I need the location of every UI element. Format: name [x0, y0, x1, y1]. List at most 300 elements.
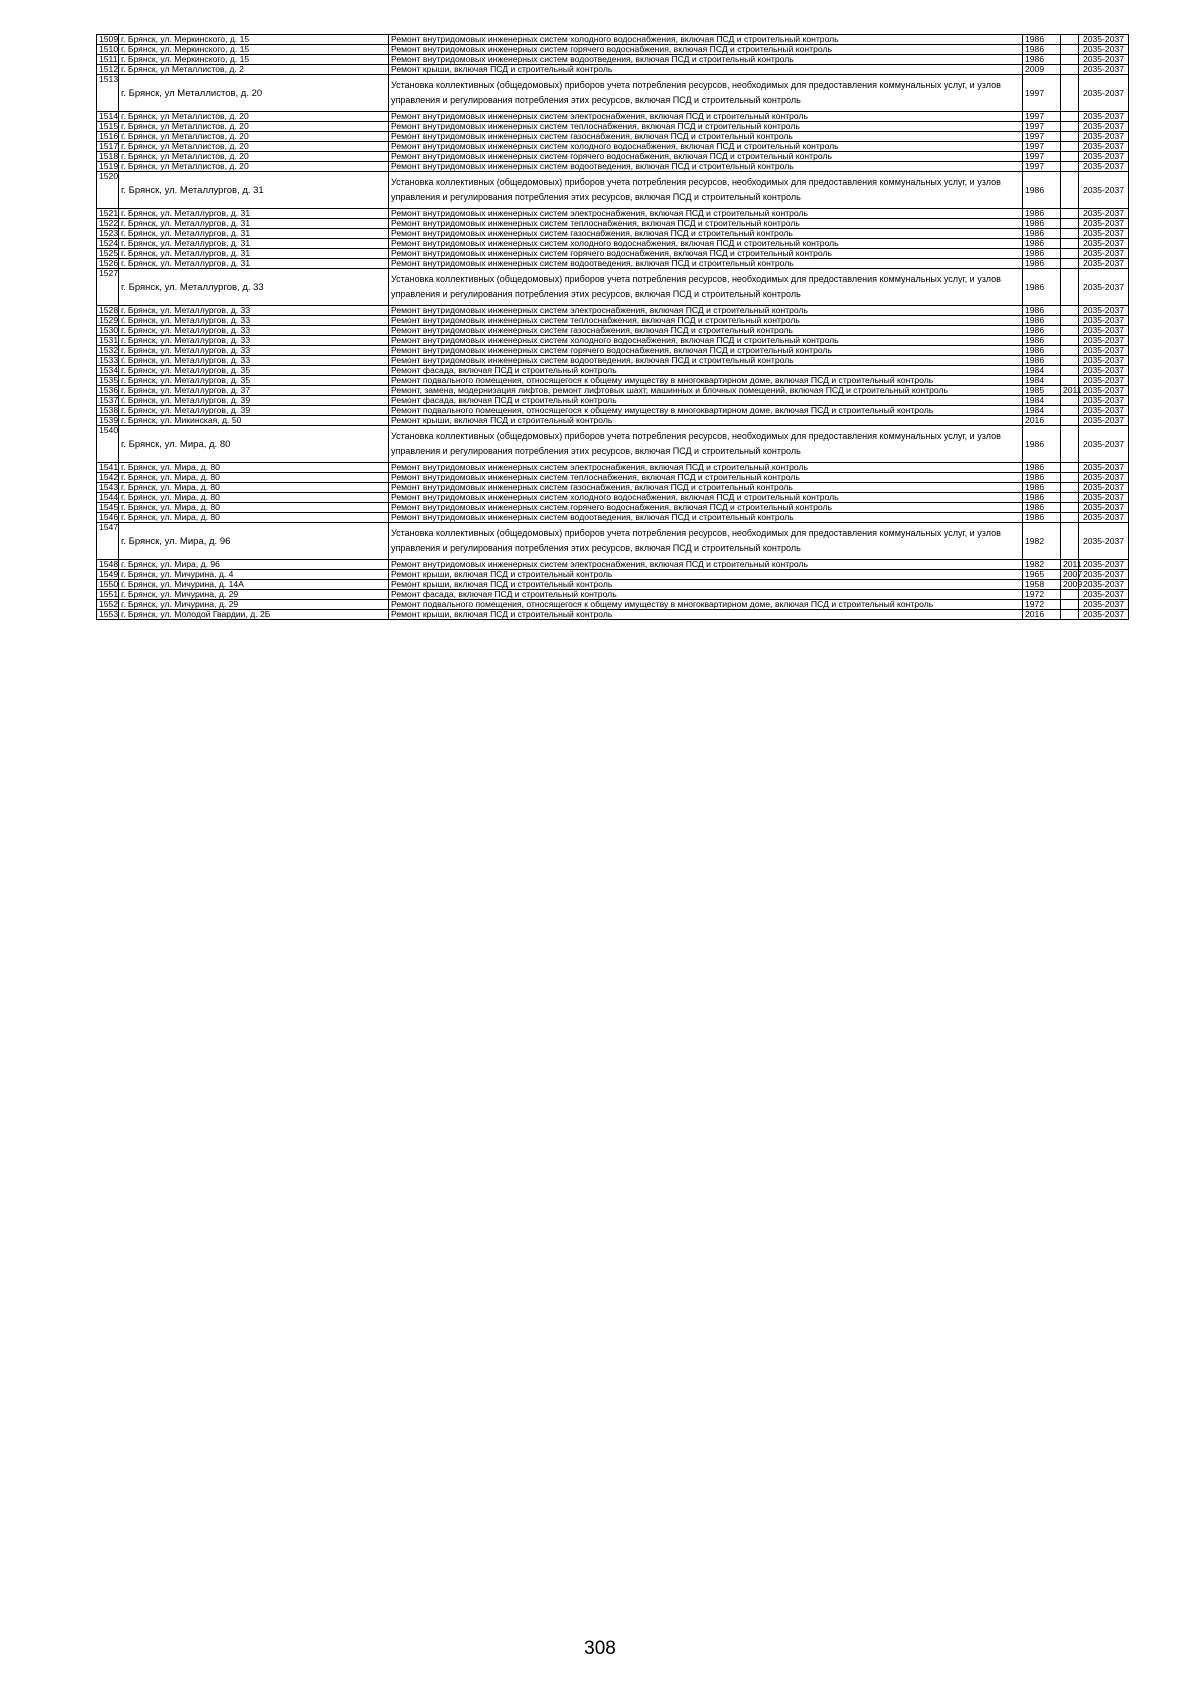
table-row — [97, 426, 1153, 463]
table-row — [97, 162, 1153, 172]
address-cell: г. Брянск, ул. Металлургов, д. 33 — [119, 336, 389, 346]
work-type-cell: Ремонт внутридомовых инженерных систем газоснабжения, включая ПСД и строительный контроль — [389, 326, 1023, 336]
planned-period-cell: 2035-2037 — [1079, 493, 1129, 503]
planned-period-cell: 2035-2037 — [1079, 209, 1129, 219]
last-repair-year-cell — [1061, 396, 1079, 406]
planned-period-cell: 2035-2037 — [1079, 326, 1129, 336]
row-number: 1525 — [97, 249, 119, 259]
work-type-cell: Установка коллективных (общедомовых) приборов учета потребления ресурсов, необходимых для предоставления коммунальных услуг, и узлов управления и регулирования потребления этих ресурсов, включая ПСД и строительный контроль — [389, 523, 1023, 560]
last-repair-year-cell — [1061, 229, 1079, 239]
build-year-cell: 1986 — [1023, 219, 1061, 229]
blank-cell — [1129, 55, 1153, 65]
row-number: 1539 — [97, 416, 119, 426]
address-cell: г. Брянск, ул Металлистов, д. 20 — [119, 142, 389, 152]
blank-cell — [1129, 249, 1153, 259]
work-type-cell: Ремонт внутридомовых инженерных систем теплоснабжения, включая ПСД и строительный контроль — [389, 473, 1023, 483]
build-year-cell: 1986 — [1023, 35, 1061, 45]
planned-period-cell: 2035-2037 — [1079, 259, 1129, 269]
last-repair-year-cell — [1061, 269, 1079, 306]
work-type-cell: Ремонт внутридомовых инженерных систем электроснабжения, включая ПСД и строительный контроль — [389, 209, 1023, 219]
address-cell: г. Брянск, ул. Молодой Гвардии, д. 2Б — [119, 610, 389, 620]
row-number: 1529 — [97, 316, 119, 326]
last-repair-year-cell — [1061, 590, 1079, 600]
row-number: 1548 — [97, 560, 119, 570]
planned-period-cell: 2035-2037 — [1079, 580, 1129, 590]
build-year-cell: 1986 — [1023, 249, 1061, 259]
work-type-cell: Установка коллективных (общедомовых) приборов учета потребления ресурсов, необходимых для предоставления коммунальных услуг, и узлов управления и регулирования потребления этих ресурсов, включая ПСД и строительный контроль — [389, 269, 1023, 306]
row-number: 1535 — [97, 376, 119, 386]
address-cell: г. Брянск, ул. Мира, д. 80 — [119, 483, 389, 493]
work-type-cell: Ремонт внутридомовых инженерных систем холодного водоснабжения, включая ПСД и строительный контроль — [389, 35, 1023, 45]
planned-period-cell: 2035-2037 — [1079, 416, 1129, 426]
planned-period-cell: 2035-2037 — [1079, 132, 1129, 142]
address-cell: г. Брянск, ул. Мичурина, д. 4 — [119, 570, 389, 580]
build-year-cell: 1984 — [1023, 396, 1061, 406]
planned-period-cell: 2035-2037 — [1079, 356, 1129, 366]
address-cell: г. Брянск, ул. Мира, д. 80 — [119, 503, 389, 513]
blank-cell — [1129, 503, 1153, 513]
table-row — [97, 346, 1153, 356]
last-repair-year-cell — [1061, 172, 1079, 209]
address-cell: г. Брянск, ул. Мира, д. 80 — [119, 426, 389, 463]
blank-cell — [1129, 162, 1153, 172]
blank-cell — [1129, 386, 1153, 396]
row-number: 1553 — [97, 610, 119, 620]
row-number: 1526 — [97, 259, 119, 269]
row-number: 1523 — [97, 229, 119, 239]
work-type-cell: Установка коллективных (общедомовых) приборов учета потребления ресурсов, необходимых для предоставления коммунальных услуг, и узлов управления и регулирования потребления этих ресурсов, включая ПСД и строительный контроль — [389, 172, 1023, 209]
address-cell: г. Брянск, ул. Мира, д. 96 — [119, 523, 389, 560]
planned-period-cell: 2035-2037 — [1079, 396, 1129, 406]
table-row — [97, 269, 1153, 306]
address-cell: г. Брянск, ул Металлистов, д. 20 — [119, 112, 389, 122]
table-row — [97, 560, 1153, 570]
register-table-container — [96, 34, 1152, 620]
row-number: 1516 — [97, 132, 119, 142]
work-type-cell: Ремонт крыши, включая ПСД и строительный контроль — [389, 610, 1023, 620]
work-type-cell: Ремонт внутридомовых инженерных систем электроснабжения, включая ПСД и строительный контроль — [389, 463, 1023, 473]
work-type-cell: Ремонт внутридомовых инженерных систем электроснабжения, включая ПСД и строительный контроль — [389, 306, 1023, 316]
table-row — [97, 172, 1153, 209]
row-number: 1538 — [97, 406, 119, 416]
last-repair-year-cell — [1061, 406, 1079, 416]
table-row — [97, 600, 1153, 610]
blank-cell — [1129, 239, 1153, 249]
table-row — [97, 386, 1153, 396]
planned-period-cell: 2035-2037 — [1079, 162, 1129, 172]
build-year-cell: 1986 — [1023, 172, 1061, 209]
row-number: 1511 — [97, 55, 119, 65]
planned-period-cell: 2035-2037 — [1079, 35, 1129, 45]
work-type-cell: Ремонт фасада, включая ПСД и строительный контроль — [389, 366, 1023, 376]
address-cell: г. Брянск, ул. Металлургов, д. 33 — [119, 326, 389, 336]
table-row — [97, 122, 1153, 132]
last-repair-year-cell: 2009 — [1061, 580, 1079, 590]
build-year-cell: 1986 — [1023, 513, 1061, 523]
build-year-cell: 1986 — [1023, 229, 1061, 239]
last-repair-year-cell — [1061, 366, 1079, 376]
last-repair-year-cell — [1061, 65, 1079, 75]
row-number: 1546 — [97, 513, 119, 523]
build-year-cell: 1986 — [1023, 259, 1061, 269]
build-year-cell: 1984 — [1023, 366, 1061, 376]
work-type-cell: Ремонт внутридомовых инженерных систем водоотведения, включая ПСД и строительный контроль — [389, 259, 1023, 269]
table-row — [97, 219, 1153, 229]
last-repair-year-cell — [1061, 426, 1079, 463]
build-year-cell: 1986 — [1023, 55, 1061, 65]
planned-period-cell: 2035-2037 — [1079, 239, 1129, 249]
work-type-cell: Ремонт подвального помещения, относящегося к общему имуществу в многоквартирном доме, включая ПСД и строительный контроль — [389, 376, 1023, 386]
build-year-cell: 1986 — [1023, 306, 1061, 316]
blank-cell — [1129, 112, 1153, 122]
build-year-cell: 1997 — [1023, 162, 1061, 172]
address-cell: г. Брянск, ул. Металлургов, д. 39 — [119, 396, 389, 406]
build-year-cell: 1986 — [1023, 336, 1061, 346]
blank-cell — [1129, 473, 1153, 483]
work-type-cell: Ремонт внутридомовых инженерных систем холодного водоснабжения, включая ПСД и строительный контроль — [389, 336, 1023, 346]
address-cell: г. Брянск, ул. Мира, д. 80 — [119, 513, 389, 523]
table-row — [97, 376, 1153, 386]
build-year-cell: 1982 — [1023, 523, 1061, 560]
blank-cell — [1129, 483, 1153, 493]
last-repair-year-cell — [1061, 600, 1079, 610]
last-repair-year-cell — [1061, 610, 1079, 620]
planned-period-cell: 2035-2037 — [1079, 172, 1129, 209]
planned-period-cell: 2035-2037 — [1079, 55, 1129, 65]
last-repair-year-cell — [1061, 259, 1079, 269]
blank-cell — [1129, 600, 1153, 610]
row-number: 1513 — [97, 75, 119, 112]
work-type-cell: Ремонт внутридомовых инженерных систем газоснабжения, включая ПСД и строительный контроль — [389, 229, 1023, 239]
row-number: 1532 — [97, 346, 119, 356]
last-repair-year-cell: 2011 — [1061, 560, 1079, 570]
build-year-cell: 1965 — [1023, 570, 1061, 580]
blank-cell — [1129, 513, 1153, 523]
blank-cell — [1129, 122, 1153, 132]
work-type-cell: Ремонт внутридомовых инженерных систем горячего водоснабжения, включая ПСД и строительный контроль — [389, 152, 1023, 162]
last-repair-year-cell — [1061, 346, 1079, 356]
work-type-cell: Ремонт внутридомовых инженерных систем электроснабжения, включая ПСД и строительный контроль — [389, 560, 1023, 570]
row-number: 1519 — [97, 162, 119, 172]
build-year-cell: 1997 — [1023, 132, 1061, 142]
planned-period-cell: 2035-2037 — [1079, 463, 1129, 473]
blank-cell — [1129, 560, 1153, 570]
planned-period-cell: 2035-2037 — [1079, 523, 1129, 560]
address-cell: г. Брянск, ул. Металлургов, д. 33 — [119, 306, 389, 316]
build-year-cell: 1986 — [1023, 473, 1061, 483]
last-repair-year-cell — [1061, 162, 1079, 172]
blank-cell — [1129, 35, 1153, 45]
address-cell: г. Брянск, ул. Металлургов, д. 31 — [119, 259, 389, 269]
build-year-cell: 1986 — [1023, 239, 1061, 249]
last-repair-year-cell — [1061, 249, 1079, 259]
last-repair-year-cell: 2011 — [1061, 386, 1079, 396]
row-number: 1541 — [97, 463, 119, 473]
last-repair-year-cell — [1061, 473, 1079, 483]
build-year-cell: 2016 — [1023, 610, 1061, 620]
planned-period-cell: 2035-2037 — [1079, 75, 1129, 112]
table-row — [97, 473, 1153, 483]
blank-cell — [1129, 336, 1153, 346]
table-row — [97, 249, 1153, 259]
address-cell: г. Брянск, ул. Металлургов, д. 33 — [119, 316, 389, 326]
row-number: 1551 — [97, 590, 119, 600]
address-cell: г. Брянск, ул. Мичурина, д. 29 — [119, 590, 389, 600]
planned-period-cell: 2035-2037 — [1079, 366, 1129, 376]
work-type-cell: Ремонт фасада, включая ПСД и строительный контроль — [389, 590, 1023, 600]
planned-period-cell: 2035-2037 — [1079, 560, 1129, 570]
blank-cell — [1129, 316, 1153, 326]
blank-cell — [1129, 326, 1153, 336]
address-cell: г. Брянск, ул. Мичурина, д. 14А — [119, 580, 389, 590]
build-year-cell: 1984 — [1023, 406, 1061, 416]
blank-cell — [1129, 366, 1153, 376]
work-type-cell: Ремонт подвального помещения, относящегося к общему имуществу в многоквартирном доме, включая ПСД и строительный контроль — [389, 406, 1023, 416]
address-cell: г. Брянск, ул Металлистов, д. 20 — [119, 152, 389, 162]
address-cell: г. Брянск, ул. Металлургов, д. 31 — [119, 229, 389, 239]
address-cell: г. Брянск, ул Металлистов, д. 20 — [119, 132, 389, 142]
row-number: 1537 — [97, 396, 119, 406]
row-number: 1522 — [97, 219, 119, 229]
planned-period-cell: 2035-2037 — [1079, 45, 1129, 55]
row-number: 1545 — [97, 503, 119, 513]
address-cell: г. Брянск, ул. Мира, д. 80 — [119, 493, 389, 503]
build-year-cell: 1986 — [1023, 209, 1061, 219]
row-number: 1542 — [97, 473, 119, 483]
table-row — [97, 152, 1153, 162]
work-type-cell: Ремонт крыши, включая ПСД и строительный контроль — [389, 580, 1023, 590]
blank-cell — [1129, 259, 1153, 269]
planned-period-cell: 2035-2037 — [1079, 386, 1129, 396]
work-type-cell: Ремонт внутридомовых инженерных систем холодного водоснабжения, включая ПСД и строительный контроль — [389, 239, 1023, 249]
planned-period-cell: 2035-2037 — [1079, 152, 1129, 162]
build-year-cell: 1982 — [1023, 560, 1061, 570]
row-number: 1533 — [97, 356, 119, 366]
planned-period-cell: 2035-2037 — [1079, 406, 1129, 416]
planned-period-cell: 2035-2037 — [1079, 590, 1129, 600]
register-table-body — [97, 35, 1153, 620]
work-type-cell: Ремонт внутридомовых инженерных систем холодного водоснабжения, включая ПСД и строительный контроль — [389, 493, 1023, 503]
row-number: 1520 — [97, 172, 119, 209]
build-year-cell: 1986 — [1023, 45, 1061, 55]
last-repair-year-cell — [1061, 75, 1079, 112]
work-type-cell: Ремонт крыши, включая ПСД и строительный контроль — [389, 570, 1023, 580]
table-row — [97, 75, 1153, 112]
row-number: 1517 — [97, 142, 119, 152]
address-cell: г. Брянск, ул. Меркинского, д. 15 — [119, 35, 389, 45]
build-year-cell: 1997 — [1023, 112, 1061, 122]
planned-period-cell: 2035-2037 — [1079, 306, 1129, 316]
work-type-cell: Ремонт внутридомовых инженерных систем водоотведения, включая ПСД и строительный контроль — [389, 513, 1023, 523]
build-year-cell: 1986 — [1023, 483, 1061, 493]
planned-period-cell: 2035-2037 — [1079, 426, 1129, 463]
build-year-cell: 1972 — [1023, 600, 1061, 610]
blank-cell — [1129, 610, 1153, 620]
page-number: 308 — [584, 1638, 616, 1659]
blank-cell — [1129, 416, 1153, 426]
row-number: 1512 — [97, 65, 119, 75]
blank-cell — [1129, 172, 1153, 209]
address-cell: г. Брянск, ул. Металлургов, д. 31 — [119, 209, 389, 219]
last-repair-year-cell: 2007 — [1061, 570, 1079, 580]
blank-cell — [1129, 75, 1153, 112]
build-year-cell: 1986 — [1023, 356, 1061, 366]
address-cell: г. Брянск, ул Металлистов, д. 20 — [119, 162, 389, 172]
row-number: 1515 — [97, 122, 119, 132]
blank-cell — [1129, 356, 1153, 366]
table-row — [97, 132, 1153, 142]
row-number: 1544 — [97, 493, 119, 503]
last-repair-year-cell — [1061, 416, 1079, 426]
build-year-cell: 1997 — [1023, 122, 1061, 132]
planned-period-cell: 2035-2037 — [1079, 473, 1129, 483]
row-number: 1540 — [97, 426, 119, 463]
work-type-cell: Ремонт внутридомовых инженерных систем водоотведения, включая ПСД и строительный контроль — [389, 162, 1023, 172]
table-row — [97, 229, 1153, 239]
last-repair-year-cell — [1061, 142, 1079, 152]
address-cell: г. Брянск, ул. Мира, д. 80 — [119, 473, 389, 483]
planned-period-cell: 2035-2037 — [1079, 570, 1129, 580]
last-repair-year-cell — [1061, 219, 1079, 229]
blank-cell — [1129, 65, 1153, 75]
work-type-cell: Ремонт внутридомовых инженерных систем теплоснабжения, включая ПСД и строительный контроль — [389, 316, 1023, 326]
build-year-cell: 2009 — [1023, 65, 1061, 75]
table-row — [97, 580, 1153, 590]
row-number: 1509 — [97, 35, 119, 45]
planned-period-cell: 2035-2037 — [1079, 112, 1129, 122]
table-row — [97, 406, 1153, 416]
row-number: 1534 — [97, 366, 119, 376]
last-repair-year-cell — [1061, 152, 1079, 162]
planned-period-cell: 2035-2037 — [1079, 229, 1129, 239]
blank-cell — [1129, 590, 1153, 600]
build-year-cell: 1986 — [1023, 346, 1061, 356]
table-row — [97, 142, 1153, 152]
last-repair-year-cell — [1061, 306, 1079, 316]
address-cell: г. Брянск, ул. Металлургов, д. 33 — [119, 269, 389, 306]
planned-period-cell: 2035-2037 — [1079, 142, 1129, 152]
blank-cell — [1129, 346, 1153, 356]
row-number: 1552 — [97, 600, 119, 610]
planned-period-cell: 2035-2037 — [1079, 376, 1129, 386]
row-number: 1536 — [97, 386, 119, 396]
table-row — [97, 570, 1153, 580]
address-cell: г. Брянск, ул. Микинская, д. 50 — [119, 416, 389, 426]
row-number: 1524 — [97, 239, 119, 249]
row-number: 1531 — [97, 336, 119, 346]
address-cell: г. Брянск, ул. Меркинского, д. 15 — [119, 55, 389, 65]
table-row — [97, 326, 1153, 336]
table-row — [97, 366, 1153, 376]
last-repair-year-cell — [1061, 376, 1079, 386]
build-year-cell: 1986 — [1023, 503, 1061, 513]
address-cell: г. Брянск, ул. Металлургов, д. 31 — [119, 239, 389, 249]
work-type-cell: Ремонт внутридомовых инженерных систем теплоснабжения, включая ПСД и строительный контроль — [389, 122, 1023, 132]
planned-period-cell: 2035-2037 — [1079, 219, 1129, 229]
work-type-cell: Ремонт внутридомовых инженерных систем газоснабжения, включая ПСД и строительный контроль — [389, 132, 1023, 142]
table-row — [97, 306, 1153, 316]
planned-period-cell: 2035-2037 — [1079, 122, 1129, 132]
address-cell: г. Брянск, ул Металлистов, д. 20 — [119, 75, 389, 112]
build-year-cell: 1986 — [1023, 326, 1061, 336]
table-row — [97, 65, 1153, 75]
work-type-cell: Ремонт внутридомовых инженерных систем холодного водоснабжения, включая ПСД и строительный контроль — [389, 142, 1023, 152]
last-repair-year-cell — [1061, 483, 1079, 493]
last-repair-year-cell — [1061, 513, 1079, 523]
table-row — [97, 112, 1153, 122]
address-cell: г. Брянск, ул. Металлургов, д. 35 — [119, 366, 389, 376]
planned-period-cell: 2035-2037 — [1079, 610, 1129, 620]
table-row — [97, 513, 1153, 523]
blank-cell — [1129, 493, 1153, 503]
work-type-cell: Ремонт внутридомовых инженерных систем теплоснабжения, включая ПСД и строительный контроль — [389, 219, 1023, 229]
planned-period-cell: 2035-2037 — [1079, 503, 1129, 513]
planned-period-cell: 2035-2037 — [1079, 483, 1129, 493]
last-repair-year-cell — [1061, 209, 1079, 219]
work-type-cell: Ремонт внутридомовых инженерных систем водоотведения, включая ПСД и строительный контроль — [389, 55, 1023, 65]
planned-period-cell: 2035-2037 — [1079, 513, 1129, 523]
last-repair-year-cell — [1061, 45, 1079, 55]
table-row — [97, 45, 1153, 55]
work-type-cell: Ремонт крыши, включая ПСД и строительный контроль — [389, 416, 1023, 426]
table-row — [97, 336, 1153, 346]
blank-cell — [1129, 523, 1153, 560]
planned-period-cell: 2035-2037 — [1079, 316, 1129, 326]
blank-cell — [1129, 142, 1153, 152]
build-year-cell: 1986 — [1023, 463, 1061, 473]
address-cell: г. Брянск, ул. Металлургов, д. 31 — [119, 249, 389, 259]
last-repair-year-cell — [1061, 356, 1079, 366]
blank-cell — [1129, 580, 1153, 590]
blank-cell — [1129, 376, 1153, 386]
row-number: 1514 — [97, 112, 119, 122]
planned-period-cell: 2035-2037 — [1079, 249, 1129, 259]
last-repair-year-cell — [1061, 239, 1079, 249]
last-repair-year-cell — [1061, 463, 1079, 473]
capital-repair-register-table — [96, 34, 1153, 620]
blank-cell — [1129, 209, 1153, 219]
address-cell: г. Брянск, ул. Металлургов, д. 33 — [119, 346, 389, 356]
build-year-cell: 1972 — [1023, 590, 1061, 600]
table-row — [97, 209, 1153, 219]
address-cell: г. Брянск, ул. Металлургов, д. 31 — [119, 219, 389, 229]
address-cell: г. Брянск, ул Металлистов, д. 20 — [119, 122, 389, 132]
work-type-cell: Ремонт внутридомовых инженерных систем электроснабжения, включая ПСД и строительный контроль — [389, 112, 1023, 122]
blank-cell — [1129, 570, 1153, 580]
build-year-cell: 1958 — [1023, 580, 1061, 590]
build-year-cell: 1997 — [1023, 75, 1061, 112]
build-year-cell: 2016 — [1023, 416, 1061, 426]
table-row — [97, 55, 1153, 65]
planned-period-cell: 2035-2037 — [1079, 600, 1129, 610]
build-year-cell: 1986 — [1023, 493, 1061, 503]
planned-period-cell: 2035-2037 — [1079, 336, 1129, 346]
blank-cell — [1129, 306, 1153, 316]
last-repair-year-cell — [1061, 523, 1079, 560]
blank-cell — [1129, 396, 1153, 406]
row-number: 1549 — [97, 570, 119, 580]
work-type-cell: Установка коллективных (общедомовых) приборов учета потребления ресурсов, необходимых для предоставления коммунальных услуг, и узлов управления и регулирования потребления этих ресурсов, включая ПСД и строительный контроль — [389, 426, 1023, 463]
last-repair-year-cell — [1061, 122, 1079, 132]
work-type-cell: Ремонт внутридомовых инженерных систем горячего водоснабжения, включая ПСД и строительный контроль — [389, 346, 1023, 356]
blank-cell — [1129, 406, 1153, 416]
blank-cell — [1129, 45, 1153, 55]
address-cell: г. Брянск, ул. Мира, д. 80 — [119, 463, 389, 473]
row-number: 1550 — [97, 580, 119, 590]
planned-period-cell: 2035-2037 — [1079, 269, 1129, 306]
last-repair-year-cell — [1061, 316, 1079, 326]
table-row — [97, 483, 1153, 493]
